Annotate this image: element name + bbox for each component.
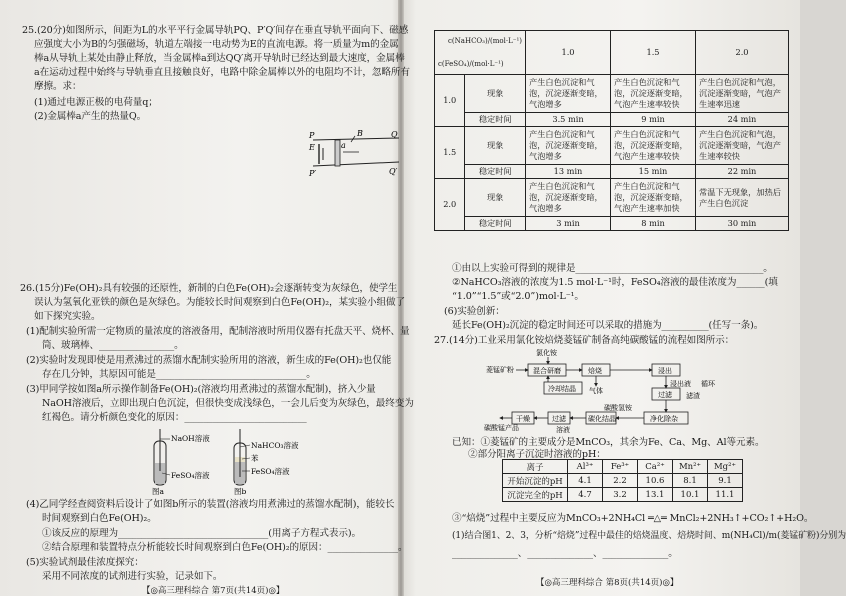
q26-p1b: 筒、玻璃棒、________________。 <box>42 340 184 351</box>
concentration-table <box>434 30 789 231</box>
q25-line4: a在运动过程中始终与导轨垂直且接触良好，电路中除金属棒以外的电阻均不计，忽略所有 <box>34 67 410 78</box>
row-label-phen: 现象 <box>465 179 526 217</box>
col-head-2: 1.5 <box>611 31 696 75</box>
q26-line1: 26.(15分)Fe(OH)₂具有较强的还原性，新制的白色Fe(OH)₂会逐渐转变为灰绿色，使学生 <box>20 283 398 294</box>
metal-rod <box>335 140 340 166</box>
q27-reaction: ③“焙烧”过程中主要反应为MnCO₃+2NH₄Cl ═△═ MnCl₂+2NH₃↑+CO₂↑+H₂O。 <box>452 513 814 524</box>
row-label-phen: 现象 <box>465 127 526 165</box>
cell-phen: 产生白色沉淀和气泡，沉淀逐渐变暗，气泡产生速率较快 <box>696 127 789 165</box>
ph-cell: 3.2 <box>603 488 638 502</box>
label-B: B <box>357 129 363 138</box>
figure-b <box>226 427 336 495</box>
label-Q-prime: Q′ <box>389 167 398 176</box>
label-P-prime: P′ <box>309 169 317 178</box>
cell-time: 3.5 min <box>526 113 611 127</box>
label-purify: 净化除杂 <box>650 415 678 423</box>
ph-head: 离子 <box>503 460 568 474</box>
q26-p5b: 采用不同浓度的试剂进行实验，记录如下。 <box>42 571 223 582</box>
left-footer: 【◎高三理科综合 第7页(共14页)◎】 <box>142 586 285 596</box>
label-leach: 浸出 <box>658 367 672 375</box>
label-filter-2: 过滤 <box>552 415 566 423</box>
label-ammonium: 碳酸氢铵 <box>604 404 632 412</box>
cell-time: 3 min <box>526 217 611 231</box>
row-label-time: 稳定时间 <box>465 113 526 127</box>
label-a: a <box>341 141 346 150</box>
label-filter-1: 过滤 <box>658 391 672 399</box>
label-mix: 混合研磨 <box>533 367 561 375</box>
cell-phen: 产生白色沉淀和气泡，沉淀逐渐变暗，气泡产生速率加快 <box>611 179 696 217</box>
cell-time: 9 min <box>611 113 696 127</box>
ph-cell: 11.1 <box>708 488 743 502</box>
cell-time: 8 min <box>611 217 696 231</box>
label-nh4cl: 氯化铵 <box>536 349 557 357</box>
ph-head: Fe³⁺ <box>603 460 638 474</box>
feso4-label-b: FeSO₄溶液 <box>251 467 290 476</box>
label-E: E <box>309 143 315 152</box>
q25-line3: 棒a从导轨上某处由静止释放，当金属棒a到达QQ′离开导轨时已经达到最大速度，金属棒 <box>34 53 405 64</box>
cell-time: 24 min <box>696 113 789 127</box>
cell-phen: 产生白色沉淀和气泡，沉淀逐渐变暗，气泡产生速率较快 <box>611 75 696 113</box>
label-roast: 焙烧 <box>588 367 602 375</box>
ph-cell: 9.1 <box>708 474 743 488</box>
cell-phen: 产生白色沉淀和气泡，沉淀逐渐变暗，气泡增多 <box>526 179 611 217</box>
q26-5c: “1.0”“1.5”或“2.0”)mol·L⁻¹。 <box>452 291 584 302</box>
right-page <box>404 0 846 596</box>
q25-line5: 摩擦。求： <box>34 81 82 92</box>
ph-cell: 8.1 <box>673 474 708 488</box>
q27-known2: ②部分阳离子沉淀时溶液的pH： <box>468 449 606 460</box>
table-header-corner: c(NaHCO₃)/(mol·L⁻¹) c(FeSO₄)/(mol·L⁻¹) <box>435 31 526 75</box>
q27-known1: 已知：①菱锰矿的主要成分是MnCO₃，其余为Fe、Ca、Mg、Al等元素。 <box>452 437 765 448</box>
q26-6a: (6)实验创新： <box>444 306 505 317</box>
cell-phen: 产生白色沉淀和气泡，沉淀逐渐变暗，气泡增多 <box>526 75 611 113</box>
label-gas: 气体 <box>589 387 603 395</box>
rail-bottom-line <box>313 162 399 166</box>
cell-phen: 常温下无现象，加热后产生白色沉淀 <box>696 179 789 217</box>
feso4-label-a: FeSO₄溶液 <box>171 471 210 480</box>
row-label-time: 稳定时间 <box>465 217 526 231</box>
cell-time: 15 min <box>611 165 696 179</box>
ph-cell: 4.7 <box>568 488 603 502</box>
ph-cell: 13.1 <box>638 488 673 502</box>
benzene-label: 苯 <box>251 454 259 463</box>
q26-p2a: (2)实验时发现即使是用煮沸过的蒸馏水配制实验所用的溶液，新生成的Fe(OH)₂也仅能 <box>26 355 392 366</box>
ph-cell: 4.1 <box>568 474 603 488</box>
ph-head: Mn²⁺ <box>673 460 708 474</box>
q26-p4c: ①该反应的原理为________________________________(用离子方程式表示)。 <box>42 528 361 539</box>
label-cool: 冷却结晶 <box>548 385 576 393</box>
q26-line2: 误认为氢氧化亚铁的颜色是灰绿色。为能较长时间观察到白色Fe(OH)₂，某实验小组做了 <box>34 297 405 308</box>
label-leachate: 浸出液 <box>670 380 691 388</box>
label-carb: 碳化结晶 <box>588 415 616 423</box>
q27-title: 27.(14分)工业采用氯化铵焙烧菱锰矿制备高纯碳酸锰的流程如图所示： <box>434 335 735 346</box>
cell-time: 30 min <box>696 217 789 231</box>
figure-b-caption: 图b <box>234 487 247 496</box>
q26-5b: ②NaHCO₃溶液的浓度为1.5 mol·L⁻¹时，FeSO₄溶液的最佳浓度为______(填 <box>452 277 778 288</box>
row-label-phen: 现象 <box>465 75 526 113</box>
q25-line1: 25.(20分)如图所示，间距为L的水平平行金属导轨PQ、P′Q′间存在垂直导轨平面向下、磁感 <box>22 25 409 36</box>
q26-5a: ①由以上实验可得到的规律是________________________________________。 <box>452 263 773 274</box>
q26-p2b: 存在几分钟，其原因可能是________________________________。 <box>42 369 316 380</box>
rail-diagram <box>305 128 400 180</box>
label-loop: 循环 <box>701 380 715 388</box>
ph-cell: 沉淀完全的pH <box>503 488 568 502</box>
ph-cell: 2.2 <box>603 474 638 488</box>
row-conc-1: 1.0 <box>435 75 465 127</box>
q26-p5a: (5)实验试剂最佳浓度探究： <box>26 557 144 568</box>
ph-cell: 10.1 <box>673 488 708 502</box>
cell-phen: 产生白色沉淀和气泡，沉淀逐渐变暗，气泡增多 <box>526 127 611 165</box>
col-head-3: 2.0 <box>696 31 789 75</box>
q27-sub1-blanks: ______________、______________、______________。 <box>452 548 678 559</box>
cell-time: 22 min <box>696 165 789 179</box>
q26-line3: 如下探究实验。 <box>34 311 101 322</box>
figure-a-caption: 图a <box>152 487 164 496</box>
col-head-1: 1.0 <box>526 31 611 75</box>
q26-p3c: 红褐色。请分析颜色变化的原因：__________________________ <box>42 412 307 423</box>
cell-phen: 产生白色沉淀和气泡，沉淀逐渐变暗，气泡产生速率较快 <box>611 127 696 165</box>
row-conc-3: 2.0 <box>435 179 465 231</box>
row-label-time: 稳定时间 <box>465 165 526 179</box>
label-dry: 干燥 <box>516 415 530 423</box>
q26-6b: 延长Fe(OH)₂沉淀的稳定时间还可以采取的措施为__________(任写一条)。 <box>452 320 764 331</box>
cell-phen: 产生白色沉淀和气泡，沉淀逐渐变暗，气泡产生速率迅速 <box>696 75 789 113</box>
ph-head: Ca²⁺ <box>638 460 673 474</box>
ph-cell: 开始沉淀的pH <box>503 474 568 488</box>
label-P: P <box>309 131 315 140</box>
q26-p3b: NaOH溶液后，立即出现白色沉淀，但很快变成浅绿色，一会儿后变为灰绿色，最终变为 <box>42 398 414 409</box>
label-Q: Q <box>391 130 398 139</box>
naoh-label: NaOH溶液 <box>171 434 210 443</box>
label-ore: 菱锰矿粉 <box>486 366 514 374</box>
ph-table <box>502 459 743 502</box>
q26-p4b: 时间观察到白色Fe(OH)₂。 <box>42 513 157 524</box>
q26-p4d: ②结合原理和装置特点分析能较长时间观察到白色Fe(OH)₂的原因：_______________。 <box>42 542 408 553</box>
q25-line2: 应强度大小为B的匀强磁场，轨道左端接一电动势为E的直流电源。将一质量为m的金属 <box>34 39 399 50</box>
figure-a <box>140 427 230 495</box>
ph-head: Al³⁺ <box>568 460 603 474</box>
ph-head: Mg²⁺ <box>708 460 743 474</box>
q25-sub2: (2)金属棒a产生的热量Q。 <box>34 111 147 122</box>
q27-sub1: (1)结合图1、2、3，分析“焙烧”过程中最佳的焙烧温度、焙烧时间、m(NH₄Cl)/m(菱锰矿粉)分别为 <box>452 531 846 541</box>
label-residue: 滤渣 <box>686 392 700 400</box>
label-sol: 溶液 <box>556 426 570 434</box>
q26-p3a: (3)甲同学按如图a所示操作制备Fe(OH)₂(溶液均用煮沸过的蒸馏水配制)，挤入少量 <box>26 384 376 395</box>
process-flow <box>486 348 736 432</box>
q26-p1a: (1)配制实验所需一定物质的量浓度的溶液备用，配制溶液时所用仪器有托盘天平、烧杯、量 <box>26 326 410 337</box>
q26-p4a: (4)乙同学经查阅资料后设计了如图b所示的装置(溶液均用煮沸过的蒸馏水配制)，能较长 <box>26 499 395 510</box>
row-conc-2: 1.5 <box>435 127 465 179</box>
right-footer: 【◎高三理科综合 第8页(共14页)◎】 <box>536 578 679 588</box>
q25-sub1: (1)通过电源正极的电荷量q； <box>34 97 158 108</box>
label-product: 碳酸锰产品 <box>484 424 519 432</box>
cell-time: 13 min <box>526 165 611 179</box>
nahco3-label: NaHCO₃溶液 <box>251 441 299 450</box>
rail-top-line <box>313 138 399 140</box>
left-page <box>0 0 414 596</box>
ph-cell: 10.6 <box>638 474 673 488</box>
